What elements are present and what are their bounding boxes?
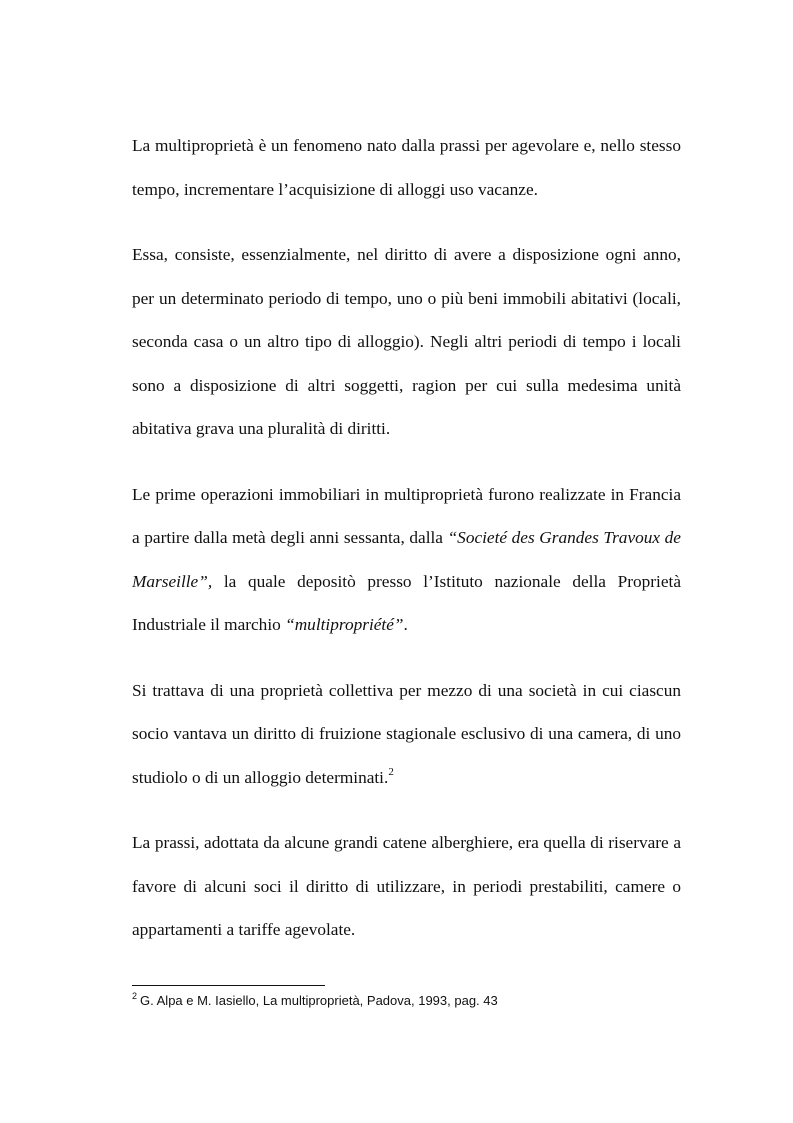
paragraph-4 [132,669,681,800]
paragraph-1 [132,124,681,211]
company-name-italic: “Societé des Grandes Travoux de Marseille”, [132,528,681,591]
paragraph-2-text: Essa, consiste, essenzialmente, nel diritto di avere a disposizione ogni anno, per un determinato periodo di tempo, uno o più beni immobili abitativi (locali, seconda casa o un altro tipo di alloggio). Negli altri periodi di tempo i locali sono a disposizione di altri soggetti, ragion per cui sulla medesima unità abitativa grava una pluralità di diritti. [132,245,681,438]
paragraph-3-text-a: Le prime operazioni immobiliari in multiproprietà furono realizzate in Francia a partire dalla metà degli anni sessanta, dalla [132,484,681,547]
footnote-divider [132,985,325,986]
paragraph-1-text: La multiproprietà è un fenomeno nato dalla prassi per agevolare e, nello stesso tempo, incrementare l’acquisizione di alloggi uso vacanze. [132,136,681,199]
footnote-text: G. Alpa e M. Iasiello, La multiproprietà, Padova, 1993, pag. 43 [140,993,498,1008]
body-text [132,124,681,952]
paragraph-3-text-e: . [403,615,408,634]
footnote [132,992,692,1010]
paragraph-5 [132,821,681,952]
paragraph-2 [132,233,681,451]
trademark-italic: “multipropriété” [285,615,404,634]
paragraph-3-text-c: la quale depositò presso l’Istituto nazionale della Proprietà Industriale il marchio [132,571,681,634]
footnote-reference[interactable]: 2 [388,765,394,778]
paragraph-5-text: La prassi, adottata da alcune grandi catene alberghiere, era quella di riservare a favore di alcuni soci il diritto di utilizzare, in periodi prestabiliti, camere o appartamenti a tariffe agevolate. [132,833,681,939]
footnote-number: 2 [132,990,138,1001]
paragraph-4-text: Si trattava di una proprietà collettiva per mezzo di una società in cui ciascun socio vantava un diritto di fruizione stagionale esclusivo di una camera, di uno studiolo o di un alloggio determinati. [132,680,681,787]
paragraph-3 [132,473,681,647]
